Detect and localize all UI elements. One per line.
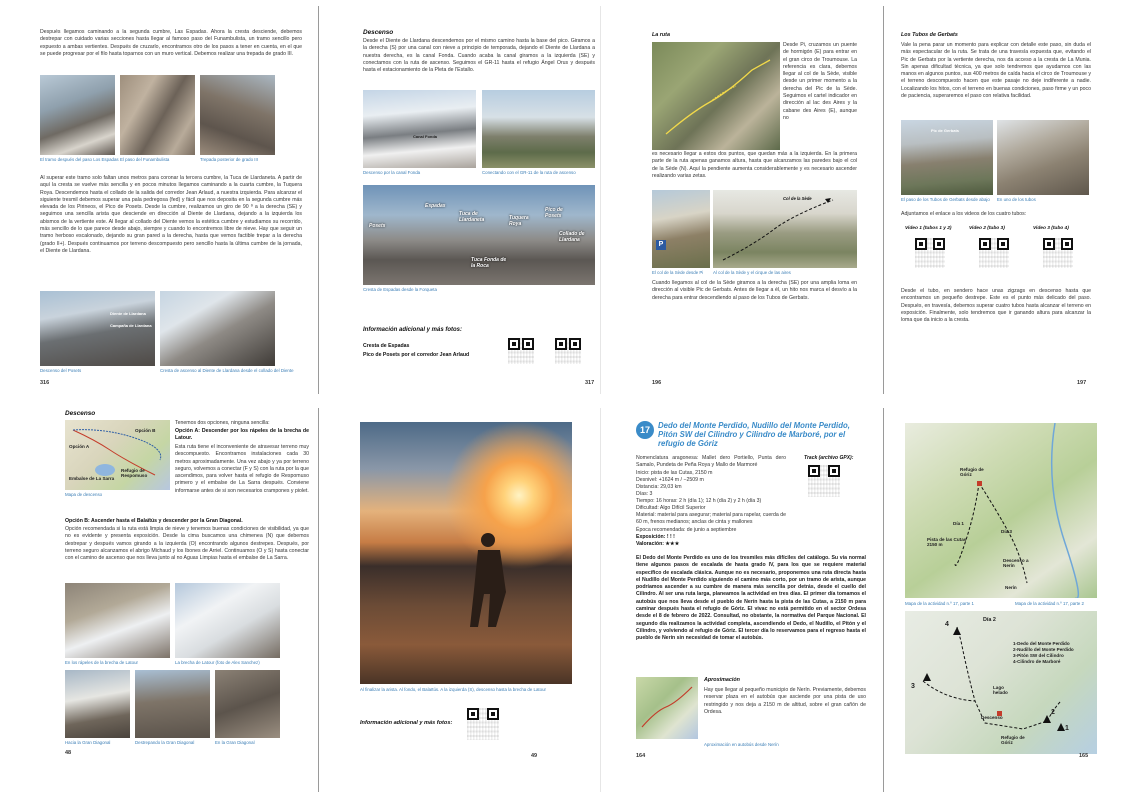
p196-text-1: Desde Pi, cruzamos un puente de hormigón (E) para entrar en el gran circo de Troumouse. La referencia es clara, debemos llegar al col de la Sède, visible desde un primer momento a la derecha del Pic de la Sède. Seguimos el cartel indicador en dirección al lac des Aires y la cabane des Aires (E), aunque no	[783, 42, 857, 121]
qr-code-video-3[interactable]	[1043, 238, 1073, 268]
route-overlay-2	[713, 190, 857, 268]
route-map-1-lines	[905, 423, 1097, 598]
p165-map2-peak3: 3	[911, 683, 915, 690]
p316-photo-1	[40, 75, 115, 155]
page-165	[895, 415, 1107, 790]
p316-caption-2: El paso del Funambulista	[120, 157, 170, 162]
p165-map1-dia1: Día 1	[953, 521, 964, 526]
p317-panorama	[363, 185, 595, 285]
p196-caption-1: El col de la Sède desde Pi	[652, 270, 704, 275]
p164-spec-5: Días: 3	[636, 491, 653, 497]
p165-legend-2: 2-Nudillo del Monte Perdido	[1013, 647, 1074, 652]
route-overlay	[652, 42, 780, 150]
p196-text-2: es necesario llegar a estos dos puntos, que quedan más a la izquierda. En la primera parte de la ruta apenas ganamos altura, hasta que alcanzamos las paredes bajo el col de la Sède (N). Aquí la pendiente aumenta considerablemente y es necesario ascender realizando varias zetas.	[652, 151, 857, 179]
p164-spec-8: Material: material para asegurar; material para rapelar, cuerda de 60 m, frenos medianos; anclas de cinta y mallones	[636, 512, 786, 526]
p48-text-1: Tenemos dos opciones, ninguna sencilla:	[175, 420, 270, 426]
p165-map-1	[905, 423, 1097, 598]
p317-photo-label: Canal Fonda	[413, 134, 438, 139]
p48-opt-b: Opción B: Ascender hasta el Balaïtús y descender por la Gran Diagonal.	[65, 518, 243, 524]
p48-caption-4: Destrepando la Gran Diagonal	[135, 740, 195, 745]
p197-caption-1: El paso de los Tubos de Gerbats desde abajo	[901, 197, 990, 202]
p317-text: Desde el Diente de Llardana descendemos por el mismo camino hasta la base del pico. Giramos a la derecha (S) por una canal con nieve a principio de temporada, dejando el Diente de Llardana a nuestra derecha, es la canal Fonda. Cuando acaba la canal giramos a la izquierda (SE) y conectamos con la ruta de ascenso. Seguimos el GR-11 hasta el refugio Ángel Orus y después hasta el estacionamiento de la Pleta de l'Estallo.	[363, 38, 595, 74]
p48-map-label-sarra: Embalse de La Sarra	[69, 476, 115, 481]
peak-label-posets: Posets	[369, 223, 386, 229]
p164-approach-text: Hay que llegar al pequeño municipio de Nerín. Previamente, debemos reservar plaza en el autobús que asciende por una pista de uso restringido y nos deja a 2150 m de altitud, sobre el gran cañón de Ordesa.	[704, 687, 866, 715]
spread-gap-top	[600, 6, 601, 394]
p49-caption: Al finalizar la arista. Al fondo, el Balaïtús. A la izquierda (S), descenso hasta la brecha de Latour	[360, 687, 546, 692]
p48-map-caption: Mapa de descenso	[65, 492, 103, 497]
p165-map2-refugio: Refugio de Góriz	[1001, 735, 1025, 745]
spread-gap-bottom	[600, 408, 601, 792]
p164-spec-2: Inicio: pista de las Cutas, 2150 m	[636, 470, 713, 476]
p165-map1-descenso: Descenso a Nerín	[1003, 558, 1029, 568]
p48-photo-5	[215, 670, 280, 738]
p48-photo-4	[135, 670, 210, 738]
p164-spec-10: Exposición: ! ! !	[636, 534, 675, 540]
hiker-silhouette	[360, 422, 572, 684]
p165-map-2	[905, 611, 1097, 754]
qr-code-video-1[interactable]	[915, 238, 945, 268]
p316-photo-label-1: Diente de Llardana	[110, 311, 146, 316]
p164-intro: El Dedo del Monte Perdido es uno de los tresmiles más difíciles del catálogo. Su vía normal tiene algunos pasos de escalada de hasta grado IV, para los que se requiere material específico de escalada clásica. Aunque no es necesario, proponemos una ruta directa hasta el Nudillo del Monte Perdido siguiendo el camino más corto, por un tramo de arista, aunque podríamos ascender a su cumbre de manera más sencilla por detrás, desde el cuello del Cilindro. Al ser una ruta larga, planeamos la actividad en tres días. El primer día tomamos el autobús que nos lleva desde el pueblo de Nerín hasta la pista de las Cutas, a 2150 m para caminar después hasta el refugio de Góriz. El vivac no está permitido en el sector Ordesa desde el 8 de febrero de 2022. Consultad, no obstante, la normativa del Parque Nacional. El segundo día realizamos la actividad completa, ascendiendo el Dedo, el Nudillo, el Pitón y el Cilindro, y volviendo al refugio de Góriz. El tercer día lo reservamos para el regreso hasta el pueblo de Nerín sin necesidad de tomar el autobús.	[636, 555, 866, 642]
route-map-2-lines	[905, 611, 1097, 754]
p49-info-title: Información adicional y más fotos:	[360, 720, 453, 726]
page-number: 197	[1077, 380, 1087, 386]
p197-photo-2	[997, 120, 1089, 195]
peak-label-pico-posets: Pico de Posets	[545, 207, 563, 219]
peak-label-tuca-llardaneta: Tuca de Llardaneta	[459, 211, 485, 223]
p165-legend-3: 3-Pitón SW del Cilindro	[1013, 653, 1064, 658]
p317-info-item-1: Cresta de Espadas	[363, 343, 410, 349]
page-316	[30, 25, 310, 390]
p316-intro: Después llegamos caminando a la segunda cumbre, Las Espadas. Ahora la cresta desciende, debemos destrepar con cuidado varias secciones hasta llegar al famoso paso del Funambulista, un tramo sencillo pero expuesto a ambas vertientes. Después de cruzarlo, encontramos otro de los pasos a tener en cuenta, en el que se puede progresar por el filo hasta toparnos con un muro vertical. Debemos realizar una trepada de grado III.	[40, 29, 302, 57]
page-number: 164	[636, 753, 646, 759]
p164-spec-11: Valoración: ★★★	[636, 541, 680, 547]
p165-map1-dia3: Día 3	[1001, 529, 1012, 534]
p165-map1-refugio: Refugio de Góriz	[960, 467, 984, 477]
p165-map2-dia2: Día 2	[983, 617, 996, 623]
p316-caption-4: Descenso del Posets	[40, 368, 82, 373]
peak-label-espadas: Espadas	[425, 203, 446, 209]
p165-map2-lago: Lago helado	[993, 685, 1008, 695]
p48-caption-2: La brecha de Latour (foto de Alex Sanchez)	[175, 660, 260, 665]
page-196	[640, 30, 880, 390]
p48-text-2: Esta ruta tiene el inconveniente de atravesar terreno muy descompuesto. Encontramos instalaciones cada 30 metros aproximadamente. Una vez abajo y ya por terreno seguro, volvemos a conectar (F y S) con la ruta por la que ascendimos, para volver hasta el refugio de Respomuso primero y el embalse de La Sarra después. Conviene informarse antes de si son necesarios crampones y piolet.	[175, 444, 309, 494]
spread-divider-top-left	[318, 6, 319, 394]
route-number-badge: 17	[636, 421, 654, 439]
page-number: 48	[65, 750, 72, 756]
qr-code-p49[interactable]	[467, 708, 499, 740]
page-number: 317	[585, 380, 595, 386]
qr-code-gpx-track[interactable]	[808, 465, 840, 497]
p197-text: Vale la pena parar un momento para explicar con detalle este paso, sin duda el más espectacular de la ruta. Se trata de una travesía expuesta que, evitando el Pic de Gerbats por la vertiente derecha, nos da acceso a la cresta de La Munia. Sin apenas dificultad técnica, ya que solo tendremos que ayudarnos con las manos en algunos puntos, sus 400 metros de caída hacia el circo de Troumouse y el terreno descompuesto hacen que este pasaje no deje indiferente a nadie. Localizando los hitos, con el terreno en buenas condiciones, paso firme y un poco de paciencia, superaremos el paso con relativa facilidad.	[901, 42, 1091, 100]
p317-caption-3: Cresta de Espadas desde la Forqueta	[363, 287, 437, 292]
p165-legend-4: 4-Cilindro de Marboré	[1013, 659, 1061, 664]
p48-photo-3	[65, 670, 130, 738]
p317-photo-1	[363, 90, 476, 168]
p164-spec-3: Desnivel: +1624 m / −2509 m	[636, 477, 704, 483]
p165-caption-1: Mapa de la actividad n.º 17, parte 1	[905, 601, 974, 606]
p164-approach-caption: Aproximación en autobús desde Nerín	[704, 742, 779, 747]
p165-map1-nerin: Nerín	[1005, 585, 1017, 590]
p164-spec-4: Distancia: 29,03 km	[636, 484, 682, 490]
p197-video-2-label: Video 2 (tubo 3)	[969, 226, 1005, 231]
p164-spec-6: Tiempo: 16 horas: 2 h (día 1); 12 h (día 2) y 2 h (día 3)	[636, 498, 762, 504]
p165-caption-2: Mapa de la actividad n.º 17, parte 2	[1015, 601, 1084, 606]
p197-video-1-label: Video 1 (tubos 1 y 2)	[905, 226, 952, 231]
p317-info-item-2: Pico de Posets por el corredor Jean Arlaud	[363, 352, 470, 358]
p316-photo-2	[120, 75, 195, 155]
p317-info-title: Información adicional y más fotos:	[363, 327, 463, 333]
p48-title: Descenso	[65, 410, 96, 417]
page-48	[55, 408, 317, 788]
page-number: 165	[1079, 753, 1089, 759]
p48-caption-3: Hacia la Gran Diagonal	[65, 740, 111, 745]
p165-map2-peak2: 2	[1051, 709, 1055, 716]
p48-map-label-respomuso: Refugio de Respomuso	[121, 468, 148, 478]
parking-sign-icon: P	[656, 240, 666, 250]
spread-divider-bottom-left	[318, 408, 319, 792]
qr-code-video-2[interactable]	[979, 238, 1009, 268]
p196-title: La ruta	[652, 32, 670, 38]
p196-caption-2: Al col de la Sède y el cirque de las aires	[713, 270, 791, 275]
p196-photo-1	[652, 190, 710, 268]
p48-opt-a: Opción A: Descender por los rápeles de la brecha de Latour.	[175, 428, 309, 442]
p196-text-3: Cuando llegamos al col de la Sède giramos a la derecha (SE) por una amplia loma en dirección al visible Pic de Gerbats. Antes de llegar a él, un hito nos marca el desvío a la derecha para entrar descendiendo al paso de los Tubos de Gerbats.	[652, 280, 857, 301]
p48-text-3: Opción recomendada si la ruta está limpia de nieve y tenemos buenas condiciones de visibilidad, ya que no es evidente y presenta exposición. Desde la cima buscamos una chimenea (N) que debemos destrepar y después vamos girando a la izquierda (O) encontrando algunos destrepes. Después, por terreno seguro alcanzamos el abrigo Michaud y los Ibones de Arriel. Continuamos (O y S) hasta conectar con el camino de ascenso que nos lleva junto al no Aguas Limpias hasta el embalse de La Sarra.	[65, 526, 309, 562]
p197-caption-2: En uno de los tubos	[997, 197, 1036, 202]
p317-title: Descenso	[363, 29, 394, 36]
p316-photo-label-2: Campaña de Llardana	[110, 323, 152, 328]
p164-spec-9: Época recomendada: de junio a septiembre	[636, 527, 737, 533]
p196-map-label: Col de la Sède	[783, 196, 812, 201]
p197-title: Los Tubos de Gerbats	[901, 32, 958, 38]
p316-photo-3	[200, 75, 275, 155]
p48-photo-1	[65, 583, 170, 658]
p196-photo-2	[713, 190, 857, 268]
p317-caption-2: Conectando con el GR-11 de la ruta de ascenso	[482, 170, 576, 175]
spread-divider-top-right	[883, 6, 884, 394]
p164-track-label: Track (archivo GPX):	[804, 455, 854, 461]
peak-label-tuquera-roya: Tuquera Roya	[509, 215, 529, 227]
p165-map2-peak4: 4	[945, 621, 949, 628]
p48-map-label-b: Opción B	[135, 428, 156, 433]
p316-caption-5: Cresta de ascenso al Diente de Llardana desde el collado del Diente	[160, 368, 294, 373]
p317-photo-2	[482, 90, 595, 168]
route-title: Dedo del Monte Perdido, Nudillo del Monte Perdido, Pitón SW del Cilindro y Cilindro de Marboré, por el refugio de Góriz	[658, 421, 850, 448]
p316-photo-4	[40, 291, 155, 366]
p48-caption-1: En los rápeles de la brecha de Latour	[65, 660, 138, 665]
page-164	[628, 415, 880, 790]
p197-photo-1	[901, 120, 993, 195]
peak-label-collado-llardana: Collado de Llardana	[559, 231, 585, 243]
p165-map1-pista: Pista de las Cutas 2150 m	[927, 537, 967, 547]
spread-divider-bottom-right	[883, 408, 884, 792]
p165-map2-peak1: 1	[1065, 725, 1069, 732]
p164-spec-1: Nomenclatura aragonesa: Mallet dero Portiello, Punta dero Samalo, Pundeta de Peña Roya y Mallo de Marmoré	[636, 455, 786, 469]
page-number: 49	[531, 753, 538, 759]
p164-spec-7: Dificultad: Algo Difícil Superior	[636, 505, 706, 511]
p196-map-photo	[652, 42, 780, 150]
p165-map2-descenso: Descenso	[981, 715, 1003, 720]
p317-caption-1: Descenso por la canal Fonda	[363, 170, 421, 175]
p48-map-label-a: Opción A	[69, 444, 90, 449]
peak-label-tuca-fonda: Tuca Fonda de la Roca	[471, 257, 507, 269]
page-number: 316	[40, 380, 50, 386]
p165-legend-1: 1-Dedo del Monte Perdido	[1013, 641, 1070, 646]
p48-caption-5: En la Gran Diagonal	[215, 740, 255, 745]
p197-photo-label: Pic de Gerbats	[931, 128, 960, 133]
p48-map	[65, 420, 170, 490]
qr-code-posets-corredor[interactable]	[555, 338, 581, 364]
page-197	[895, 30, 1100, 390]
p316-photo-5	[160, 291, 275, 366]
p164-approach-title: Aproximación	[704, 677, 740, 683]
page-317	[355, 25, 600, 390]
p197-video-3-label: Video 3 (tubo 4)	[1033, 226, 1069, 231]
p197-videos-intro: Adjuntamos el enlace a los videos de los cuatro tubos:	[901, 211, 1027, 217]
p316-caption-3: Trepada posterior de grado III	[200, 157, 258, 162]
approach-route-line	[636, 677, 698, 739]
page-49	[355, 408, 600, 788]
page-number: 196	[652, 380, 662, 386]
p316-caption-1: El tramo después del paso Los Espadas	[40, 157, 119, 162]
qr-code-cresta-espadas[interactable]	[508, 338, 534, 364]
p48-photo-2	[175, 583, 280, 658]
p164-approach-map	[636, 677, 698, 739]
p316-body: Al superar este tramo solo faltan unos metros para coronar la tercera cumbre, la Tuca de Llardaneta. A partir de aquí la cresta se vuelve más sencilla y en pocos minutos llegamos caminando a la cuarta cumbre, la Tuquera Roya. Descendemos hasta el collado de la salida del corredor Jean Arlaud, a nuestra izquierda. Para alcanzar el siguiente tresmil debemos superar una pala pedregosa (fed) y fácil que nos deposita en la segunda cumbre más elevada de los Pirineos, el Pico de Posets. Desde la cumbre, realizamos un giro de 90 º a la derecha (SE) y seguimos una sencilla arista que desciende en dirección al Diente de Llardana, dejando a la izquierda los abismos de la vertiente este. Al llegar al collado del Diente vemos la estética cumbre y estudiamos su recorrido, más sencillo de lo que parece desde abajo, siempre y cuando lo encontremos libre de nieve. Hay que seguir un tramo herboso escalonado, dejando su gran pared a la derecha, hasta que vemos factible trepar a la derecha (grado II+). Después continuamos por terreno descompuesto pero sencillo hasta la última cumbre de la jornada, el Diente de Llardana.	[40, 175, 302, 254]
p49-sunset-photo	[360, 422, 572, 684]
p197-text-2: Desde el tubo, en sendero hace unas zigzags en descenso hasta que encontramos un pequeño destrepe. Este es el punto más delicado del paso. Después, en travesía, debemos superar cuatro tubos hasta alcanzar el terreno en exposición. Finalmente, solo tendremos que ir ganando altura para alcanzar la loma que da inicio a la cresta.	[901, 288, 1091, 324]
